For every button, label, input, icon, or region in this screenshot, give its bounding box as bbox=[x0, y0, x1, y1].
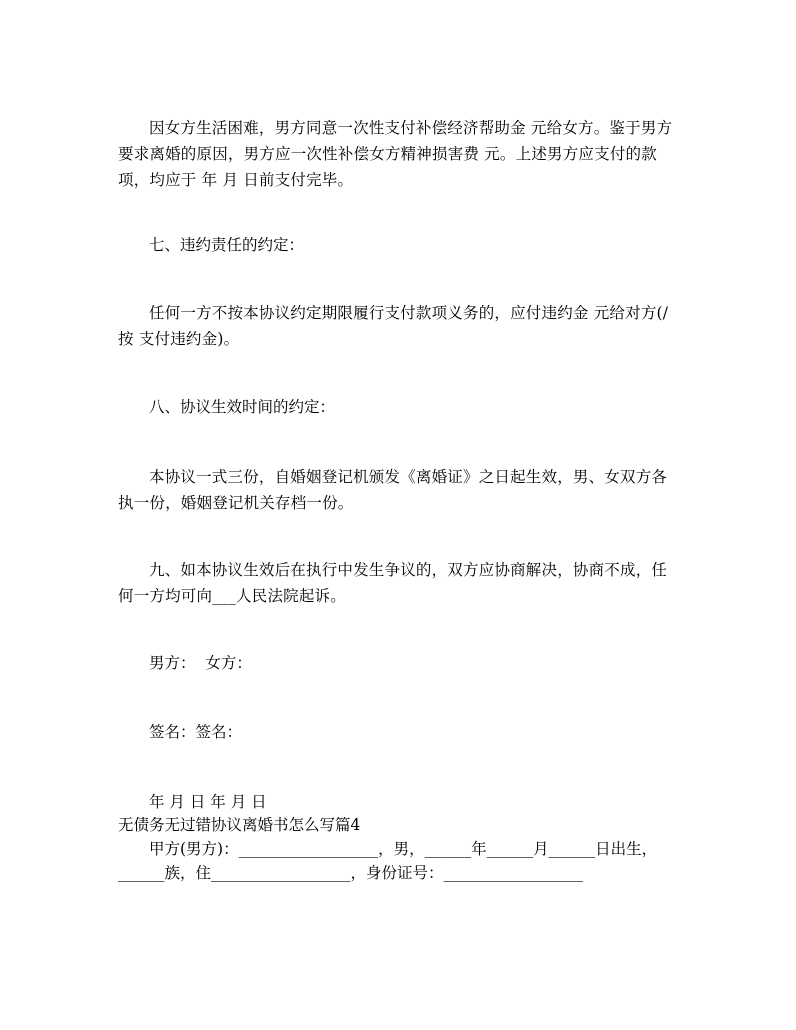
date-line: 年 月 日 年 月 日 bbox=[149, 793, 267, 811]
heading-breach-liability: 七、违约责任的约定： bbox=[149, 236, 305, 254]
paragraph-dispute-resolution: 九、如本协议生效后在执行中发生争议的，双方应协商解决，协商不成，任何一方均可向___人民法院起诉。 bbox=[118, 561, 668, 605]
party-a-info-line-2: ______族，住__________________，身份证号：__________________ bbox=[118, 864, 584, 882]
parties-line: 男方： 女方： bbox=[149, 654, 252, 672]
signature-line: 签名：签名： bbox=[149, 723, 243, 741]
next-article-title: 无债务无过错协议离婚书怎么写篇4 bbox=[118, 816, 361, 834]
heading-effective-time: 八、协议生效时间的约定： bbox=[149, 398, 336, 416]
paragraph-breach-liability: 任何一方不按本协议约定期限履行支付款项义务的，应付违约金 元给对方(/按 支付违约金)。 bbox=[118, 304, 669, 348]
paragraph-effective-time: 本协议一式三份，自婚姻登记机颁发《离婚证》之日起生效，男、女双方各执一份，婚姻登记机关存档一份。 bbox=[118, 468, 668, 512]
paragraph-compensation: 因女方生活困难，男方同意一次性支付补偿经济帮助金 元给女方。鉴于男方要求离婚的原因，男方应一次性补偿女方精神损害费 元。上述男方应支付的款项，均应于 年 月 日前支付完毕。 bbox=[118, 119, 673, 189]
party-a-info-line-1: 甲方(男方)：__________________，男，______年______月______日出生， bbox=[149, 840, 658, 858]
